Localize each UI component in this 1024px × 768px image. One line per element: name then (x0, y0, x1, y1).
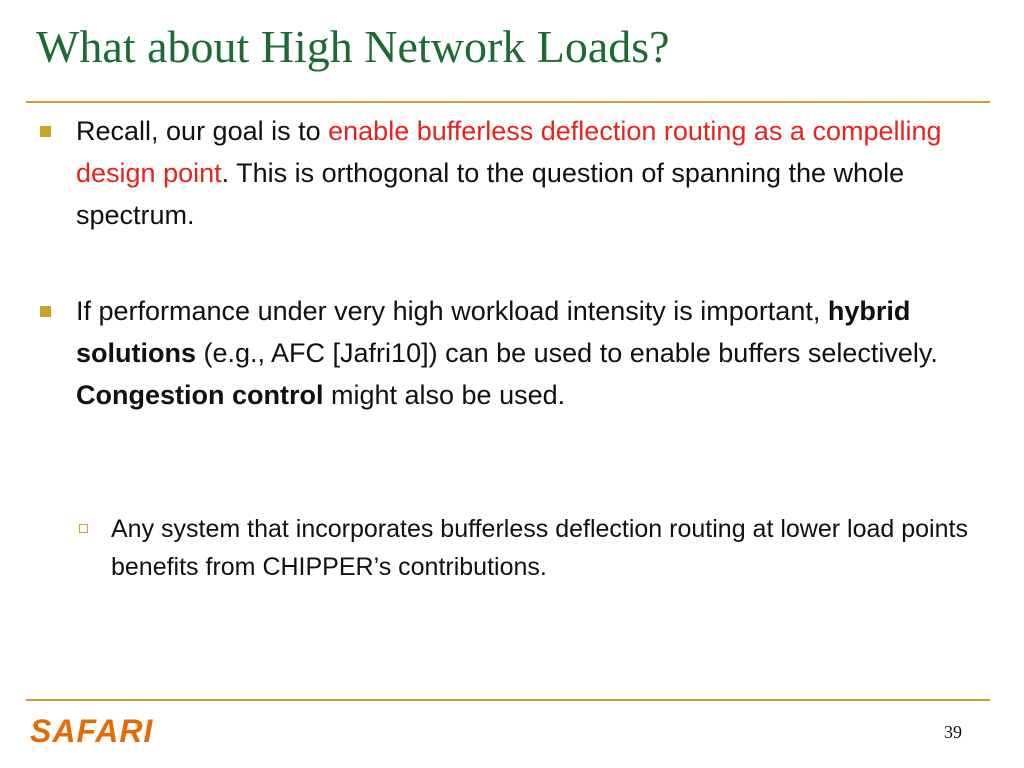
bullet-goal (76, 110, 976, 236)
bullet-high-load-text-1: If performance under very high workload intensity is important, (76, 296, 828, 326)
footer-divider (26, 699, 990, 701)
title-divider (26, 101, 990, 103)
page-number: 39 (944, 722, 962, 742)
sub-bullet-text: Any system that incorporates bufferless deflection routing at lower load points benefits from CHIPPER’s contributions. (111, 515, 968, 581)
square-bullet-icon (40, 126, 51, 137)
bullet-goal-text-2: . This is orthogonal to the question of spanning the whole spectrum. (76, 158, 905, 230)
square-bullet-icon (40, 306, 51, 317)
bullet-high-load-text-3: might also be used. (323, 380, 566, 410)
slide-title: What about High Network Loads? (36, 21, 670, 72)
bullet-congestion-control: Congestion control (76, 380, 324, 410)
hollow-square-bullet-icon (79, 524, 88, 533)
bullet-goal-text-1: Recall, our goal is to (76, 116, 329, 146)
sub-bullet-chipper (111, 510, 971, 586)
bullet-goal-highlight: enable bufferless deflection routing as a compelling design point (76, 116, 942, 188)
bullet-hybrid-solutions: hybrid solutions (76, 296, 911, 368)
bullet-high-load-text-2: (e.g., AFC [Jafri10]) can be used to enable buffers selectively. (196, 338, 938, 368)
bullet-high-load (76, 290, 976, 416)
safari-logo: SAFARI (30, 713, 154, 749)
